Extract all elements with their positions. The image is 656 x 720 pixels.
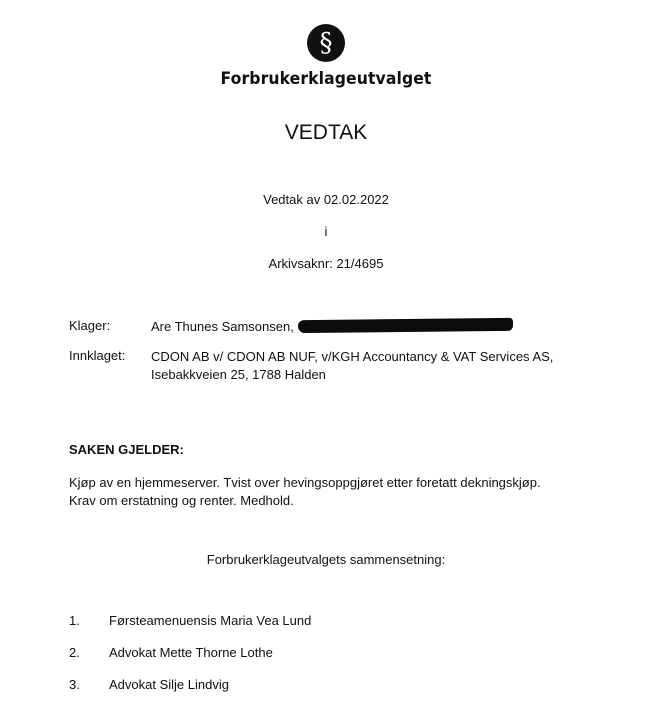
respondent-row: [69, 348, 553, 384]
archive-number: Arkivsaknr: 21/4695: [268, 256, 384, 271]
complainant-name: Are Thunes Samsonsen,: [151, 319, 294, 334]
list-item: [69, 677, 311, 709]
list-item: [69, 645, 311, 677]
committee-member-list: [69, 613, 311, 709]
organization-name: Forbrukerklageutvalget: [220, 69, 432, 89]
case-description-line-2: Krav om erstatning og renter. Medhold.: [69, 493, 294, 508]
complainant-row: [69, 318, 513, 336]
member-number: 1.: [69, 613, 80, 628]
member-name: Advokat Silje Lindvig: [109, 677, 229, 692]
document-title: VEDTAK: [284, 121, 368, 144]
case-heading: SAKEN GJELDER:: [69, 442, 184, 457]
case-description-line-1: Kjøp av en hjemmeserver. Tvist over hevingsoppgjøret etter foretatt dekningskjøp.: [69, 475, 541, 490]
respondent-line-2: Isebakkveien 25, 1788 Halden: [151, 367, 326, 382]
section-sign-logo-icon: §: [307, 24, 345, 62]
respondent-line-1: CDON AB v/ CDON AB NUF, v/KGH Accountancy & VAT Services AS,: [151, 349, 554, 364]
redaction-mark: [298, 318, 513, 333]
member-number: 2.: [69, 645, 80, 660]
complainant-label: Klager:: [69, 318, 111, 333]
committee-heading: Forbrukerklageutvalgets sammensetning:: [206, 552, 446, 567]
respondent-label: Innklaget:: [69, 348, 126, 363]
respondent-details: [151, 348, 553, 384]
member-number: 3.: [69, 677, 80, 692]
connector-text: i: [324, 224, 328, 239]
member-name: Førsteamenuensis Maria Vea Lund: [109, 613, 312, 628]
case-description: [69, 474, 541, 510]
decision-date: Vedtak av 02.02.2022: [263, 192, 389, 207]
list-item: [69, 613, 311, 645]
member-name: Advokat Mette Thorne Lothe: [109, 645, 273, 660]
